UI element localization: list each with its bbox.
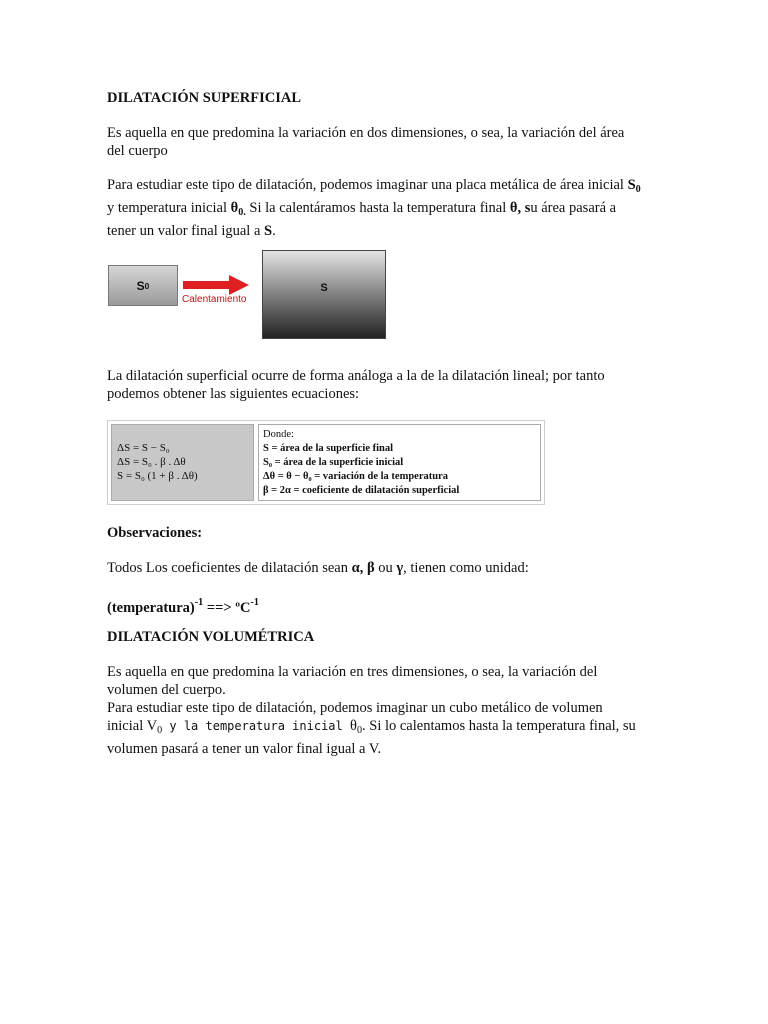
figure-box-initial: S 0: [108, 265, 178, 306]
legend-line: S₀ = área de la superficie inicial: [263, 457, 404, 468]
symbol-s0: $S_0$: [627, 177, 641, 195]
figure-arrow-label: Calentamiento: [182, 294, 247, 305]
equations-formulas: [111, 424, 254, 501]
legend-line: Δθ = θ − θ₀ = variación de la temperatura: [263, 471, 448, 482]
text-span: Para estudiar este tipo de dilatación, podemos imaginar una placa metálica de área inicial: [107, 177, 628, 193]
text-line: [107, 176, 667, 199]
symbol-gamma: γ: [396, 560, 404, 576]
unit-expression: (temperatura)$^{-1}$ ==> ºC$^{-1}$: [107, 597, 259, 616]
text-line: Es aquella en que predomina la variación en tres dimensiones, o sea, la variación del: [107, 664, 598, 680]
text-line: volumen pasará a tener un valor final igual a V.: [107, 741, 382, 757]
paragraph-superficial-explanation: [107, 176, 667, 240]
section-title-observaciones: Observaciones:: [107, 525, 203, 541]
equations-legend: [258, 424, 541, 501]
text-span: , tienen como unidad:: [403, 560, 529, 576]
section-title-superficial: DILATACIÓN SUPERFICIAL: [107, 90, 302, 106]
paragraph-observaciones: [107, 559, 667, 577]
text-span: Todos Los coeficientes de dilatación sean: [107, 560, 352, 576]
symbol-s: S: [264, 223, 273, 239]
section-title-volumetrica: DILATACIÓN VOLUMÉTRICA: [107, 629, 315, 645]
text-line: podemos obtener las siguientes ecuaciones:: [107, 386, 360, 402]
symbol-alpha-beta: α, β: [351, 560, 375, 576]
text-line: Es aquella en que predomina la variación en dos dimensiones, o sea, la variación del área: [107, 125, 625, 141]
equation-line: ΔS = S₀ . β . Δθ: [117, 456, 186, 468]
text-span: tener un valor final igual a: [107, 223, 265, 239]
text-span: y temperatura inicial: [107, 200, 231, 216]
text-span: u área pasará a: [530, 200, 617, 216]
text-line: del cuerpo: [107, 143, 168, 159]
arrow-right-icon: [183, 274, 249, 296]
text-line: [107, 222, 667, 240]
legend-header: Donde:: [263, 429, 294, 440]
equation-line: ΔS = S − S₀: [117, 442, 170, 454]
text-span: ou: [374, 560, 397, 576]
paragraph-superficial-definition: [107, 124, 667, 160]
text-line: [107, 199, 667, 222]
legend-line: β = 2α = coeficiente de dilatación superficial: [263, 485, 460, 496]
text-span: Si la calentáramos hasta la temperatura final: [245, 200, 510, 216]
paragraph-superficial-equations-intro: [107, 367, 667, 403]
legend-line: S = área de la superficie final: [263, 443, 394, 454]
figure-box-final: S: [262, 250, 386, 339]
equations-table: [107, 420, 545, 505]
text-line: La dilatación superficial ocurre de forma análoga a la de la dilatación lineal; por tanto: [107, 368, 605, 384]
text-span: .: [272, 223, 276, 239]
symbol-theta: θ, s: [509, 200, 531, 216]
equation-line: S = S₀ (1 + β . Δθ): [117, 470, 198, 482]
symbol-theta0: $\theta_{0.}$: [230, 200, 246, 218]
text-line: Para estudiar este tipo de dilatación, podemos imaginar un cubo metálico de volumen: [107, 700, 603, 716]
text-line: inicial $V_0$ y la temperatura inicial $\theta_0$. Si lo calentamos hasta la temperatura final, su: [107, 718, 636, 736]
paragraph-volumetrica: [107, 663, 667, 758]
text-line: volumen del cuerpo.: [107, 682, 226, 698]
